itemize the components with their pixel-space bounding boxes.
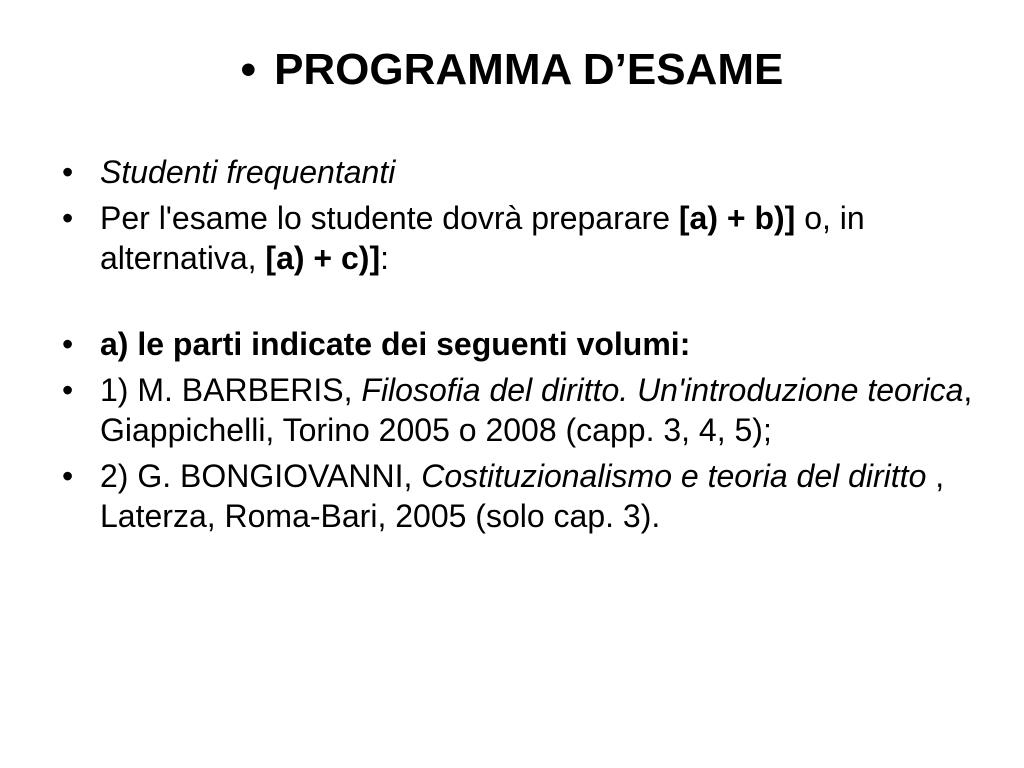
title-bullet: • — [240, 45, 257, 94]
list-item-text: 2) G. BONGIOVANNI, — [100, 458, 422, 494]
list-item-studenti-frequentanti — [58, 152, 978, 192]
list-item-text: Per l'esame lo studente dovrà preparare — [100, 200, 679, 236]
list-item-exam-requirements — [58, 198, 978, 278]
list-item-text: , Giappichelli, Torino 2005 o 2008 (capp. 3, 4, 5); — [100, 372, 973, 448]
list-item-bold-text: [a) + c)] — [265, 240, 381, 276]
list-item-text: , Laterza, Roma-Bari, 2005 (solo cap. 3). — [100, 458, 945, 534]
slide-title — [0, 40, 1024, 100]
list-item-barberis — [58, 370, 978, 450]
bullet-dot: • — [62, 200, 74, 236]
list-item-text: 1) M. BARBERIS, — [100, 372, 362, 408]
list-spacer — [58, 284, 978, 324]
list-item-bongiovanni — [58, 456, 978, 536]
title-text: PROGRAMMA D’ESAME — [274, 45, 784, 94]
list-item-bold-text: [a) + b)] — [678, 200, 796, 236]
bullet-dot: • — [62, 326, 74, 362]
book-title: Costituzionalismo e teoria del diritto — [421, 458, 927, 494]
bullet-dot: • — [62, 372, 74, 408]
book-title: Filosofia del diritto. Un'introduzione teorica — [361, 372, 964, 408]
list-item-text: : — [380, 240, 389, 276]
list-item-text: o, in alternativa, — [100, 200, 865, 276]
bullet-dot: • — [62, 154, 74, 190]
bullet-dot: • — [62, 458, 74, 494]
list-item-section-a — [58, 324, 978, 364]
bullet-list — [58, 152, 978, 542]
list-item-text: Studenti frequentanti — [100, 154, 396, 190]
list-item-text: a) le parti indicate dei seguenti volumi: — [100, 326, 691, 362]
